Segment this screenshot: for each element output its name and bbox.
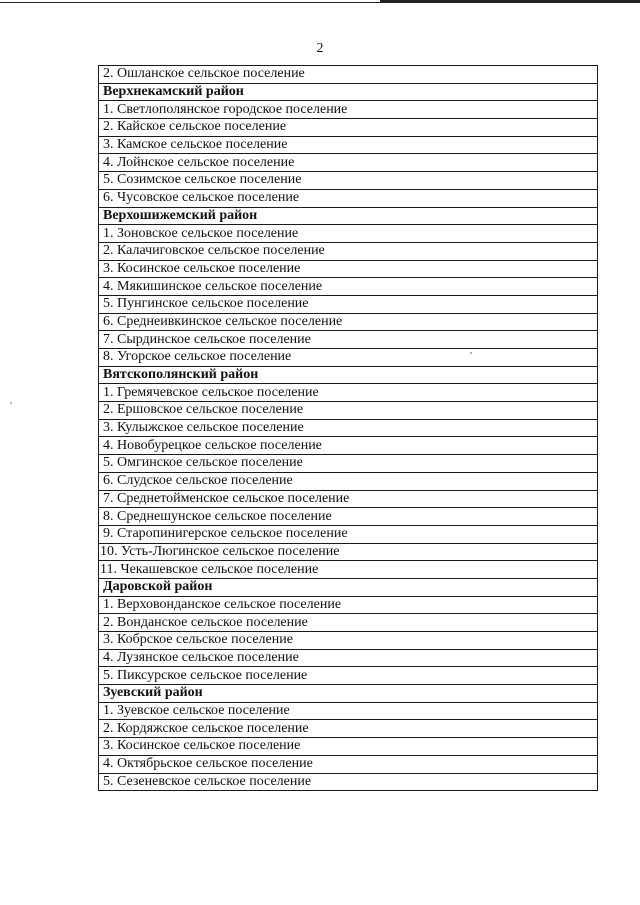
settlement-row — [99, 419, 598, 437]
settlement-row — [99, 773, 598, 791]
settlement-name: 2. Калачиговское сельское поселение — [99, 242, 598, 260]
settlement-row — [99, 295, 598, 313]
settlement-name: 3. Камское сельское поселение — [99, 136, 598, 154]
settlement-row — [99, 720, 598, 738]
scan-speck — [10, 402, 12, 404]
settlement-row — [99, 119, 598, 137]
settlement-row — [99, 596, 598, 614]
settlement-name: 1. Верховонданское сельское поселение — [99, 596, 598, 614]
settlements-table-body — [99, 66, 598, 791]
settlement-name: 4. Мякишинское сельское поселение — [99, 278, 598, 296]
settlement-row — [99, 172, 598, 190]
settlement-row — [99, 455, 598, 473]
district-header-row — [99, 578, 598, 596]
settlement-name: 4. Лузянское сельское поселение — [99, 649, 598, 667]
settlement-row — [99, 667, 598, 685]
settlement-name: 5. Пиксурское сельское поселение — [99, 667, 598, 685]
settlement-row — [99, 738, 598, 756]
settlement-row — [99, 384, 598, 402]
settlement-row — [99, 702, 598, 720]
settlement-row — [99, 561, 598, 579]
district-name: Зуевский район — [99, 685, 598, 703]
settlement-row — [99, 278, 598, 296]
settlement-row — [99, 242, 598, 260]
settlement-name: 5. Созимское сельское поселение — [99, 172, 598, 190]
settlement-name: 6. Чусовское сельское поселение — [99, 189, 598, 207]
district-name: Вятскополянский район — [99, 366, 598, 384]
settlement-row — [99, 755, 598, 773]
settlement-name: 11. Чекашевское сельское поселение — [99, 561, 598, 579]
top-border-bar — [380, 0, 640, 3]
settlement-name: 2. Кордяжское сельское поселение — [99, 720, 598, 738]
settlement-row — [99, 490, 598, 508]
settlement-row — [99, 154, 598, 172]
settlement-name: 3. Косинское сельское поселение — [99, 738, 598, 756]
settlement-row — [99, 66, 598, 84]
district-name: Верхнекамский район — [99, 83, 598, 101]
settlement-row — [99, 632, 598, 650]
settlement-name: 1. Зуевское сельское поселение — [99, 702, 598, 720]
settlement-name: 2. Вонданское сельское поселение — [99, 614, 598, 632]
settlement-name: 4. Лойнское сельское поселение — [99, 154, 598, 172]
settlement-row — [99, 260, 598, 278]
settlement-row — [99, 402, 598, 420]
settlement-name: 2. Ершовское сельское поселение — [99, 402, 598, 420]
district-name: Даровской район — [99, 578, 598, 596]
settlement-name: 5. Пунгинское сельское поселение — [99, 295, 598, 313]
settlement-name: 2. Ошланское сельское поселение — [99, 66, 598, 84]
settlement-name: 6. Слудское сельское поселение — [99, 472, 598, 490]
scan-speck — [470, 352, 472, 354]
settlement-name: 2. Кайское сельское поселение — [99, 119, 598, 137]
district-header-row — [99, 685, 598, 703]
settlement-row — [99, 331, 598, 349]
settlement-row — [99, 525, 598, 543]
settlement-name: 8. Среднешунское сельское поселение — [99, 508, 598, 526]
settlement-name: 9. Старопинигерское сельское поселение — [99, 525, 598, 543]
settlement-name: 1. Светлополянское городское поселение — [99, 101, 598, 119]
settlements-table — [98, 65, 598, 791]
settlement-name: 1. Гремячевское сельское поселение — [99, 384, 598, 402]
settlement-name: 5. Омгинское сельское поселение — [99, 455, 598, 473]
page-number: 2 — [316, 41, 324, 56]
settlement-row — [99, 225, 598, 243]
settlement-name: 3. Кулыжское сельское поселение — [99, 419, 598, 437]
district-name: Верхошижемский район — [99, 207, 598, 225]
district-header-row — [99, 366, 598, 384]
settlement-row — [99, 136, 598, 154]
settlement-row — [99, 472, 598, 490]
settlement-row — [99, 349, 598, 367]
settlement-name: 6. Среднеивкинское сельское поселение — [99, 313, 598, 331]
settlement-name: 10. Усть-Люгинское сельское поселение — [99, 543, 598, 561]
district-header-row — [99, 83, 598, 101]
settlement-row — [99, 189, 598, 207]
settlement-row — [99, 614, 598, 632]
settlement-name: 7. Сырдинское сельское поселение — [99, 331, 598, 349]
settlement-name: 1. Зоновское сельское поселение — [99, 225, 598, 243]
settlement-row — [99, 313, 598, 331]
settlement-row — [99, 508, 598, 526]
settlement-name: 5. Сезеневское сельское поселение — [99, 773, 598, 791]
district-header-row — [99, 207, 598, 225]
settlement-row — [99, 543, 598, 561]
settlement-row — [99, 101, 598, 119]
settlement-name: 8. Угорское сельское поселение — [99, 349, 598, 367]
settlement-name: 4. Новобурецкое сельское поселение — [99, 437, 598, 455]
settlement-name: 3. Кобрское сельское поселение — [99, 632, 598, 650]
settlement-row — [99, 649, 598, 667]
settlement-name: 4. Октябрьское сельское поселение — [99, 755, 598, 773]
settlement-name: 7. Среднетойменское сельское поселение — [99, 490, 598, 508]
settlement-name: 3. Косинское сельское поселение — [99, 260, 598, 278]
settlement-row — [99, 437, 598, 455]
